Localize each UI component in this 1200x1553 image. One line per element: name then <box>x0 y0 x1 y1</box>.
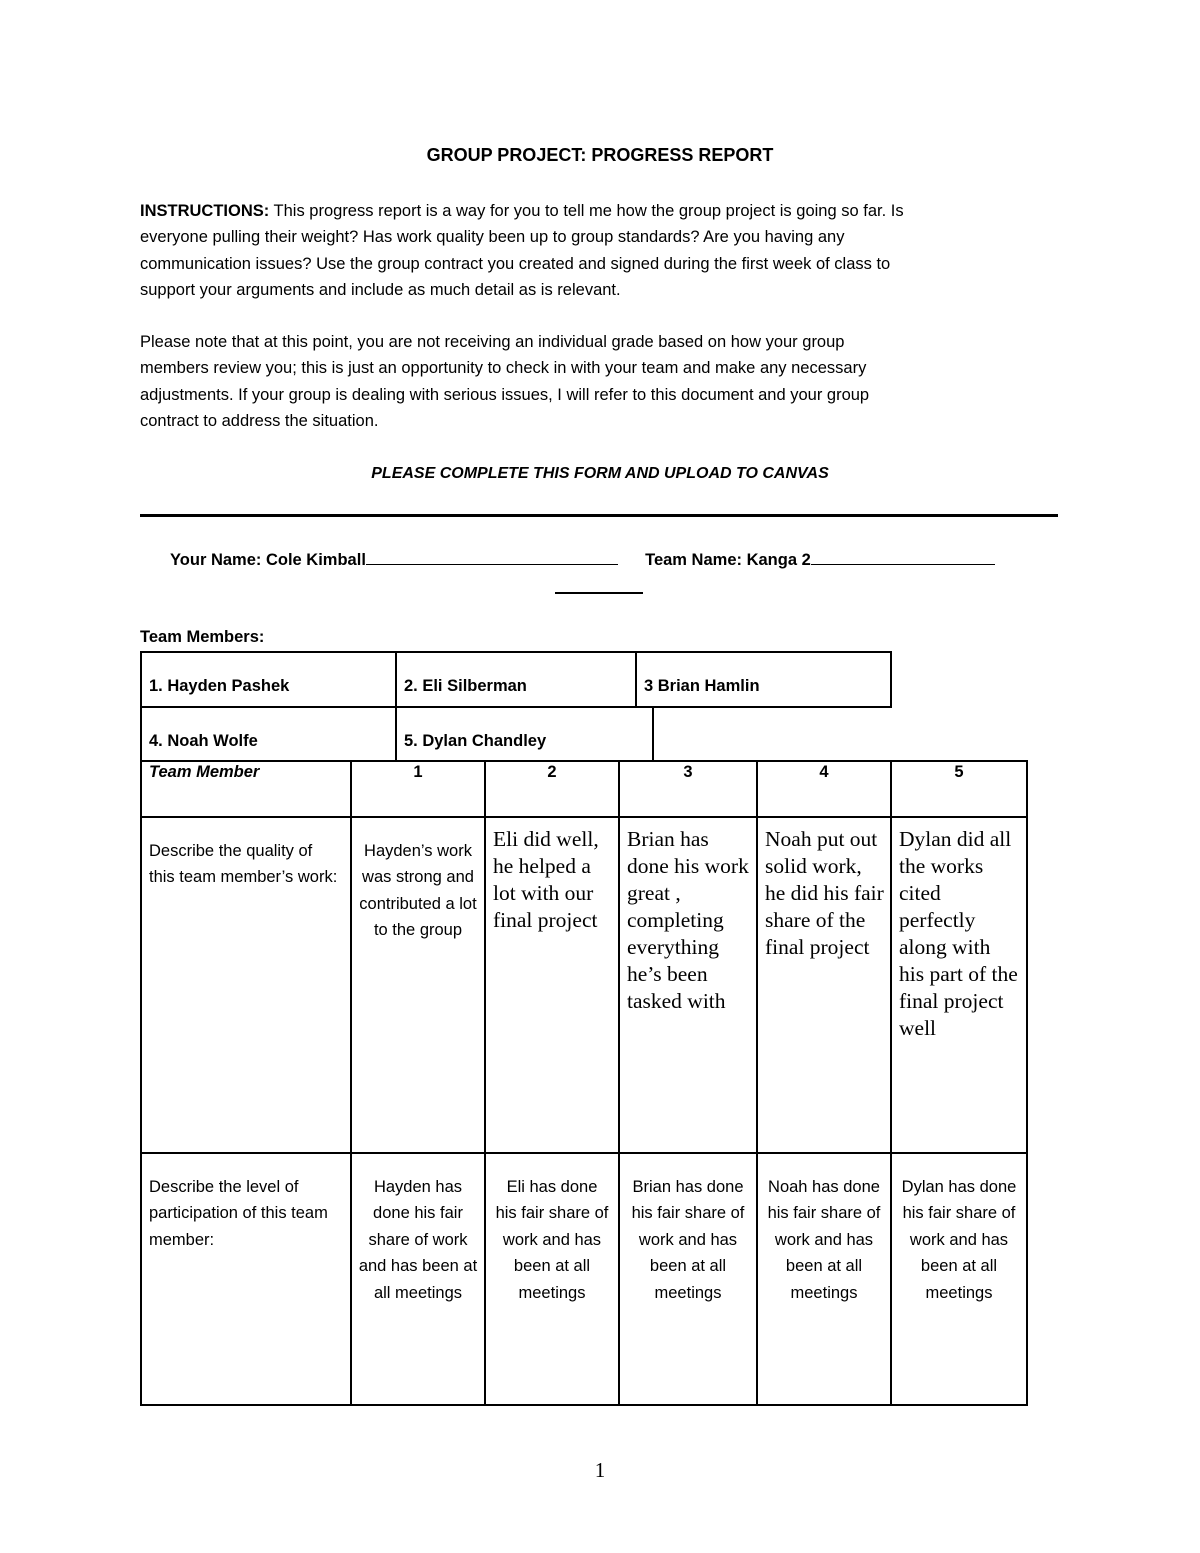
evaluation-table <box>140 760 1028 1406</box>
instructions-line: communication issues? Use the group contract you created and signed during the first week of class to <box>140 254 891 273</box>
note-paragraph <box>140 329 1070 435</box>
instructions-line: This progress report is a way for you to tell me how the group project is going so far. Is <box>269 202 904 220</box>
quality-cell[interactable]: Eli did well, he helped a lot with our final project <box>485 817 619 1153</box>
member-cell: 2. Eli Silberman <box>395 651 637 708</box>
table-header-row <box>141 761 1027 817</box>
instructions-paragraph <box>140 198 1070 304</box>
participation-cell[interactable]: Hayden has done his fair share of work and has been at all meetings <box>351 1153 485 1405</box>
quality-cell[interactable]: Noah put out solid work, he did his fair share of the final project <box>757 817 891 1153</box>
page-number: 1 <box>594 1458 606 1482</box>
note-line: Please note that at this point, you are not receiving an individual grade based on how your group <box>140 333 845 351</box>
team-members-label: Team Members: <box>140 628 265 646</box>
member-cell: 3 Brian Hamlin <box>635 651 892 708</box>
note-line: members review you; this is just an opportunity to check in with your team and make any necessary <box>140 359 867 378</box>
divider <box>140 514 1058 517</box>
quality-cell[interactable]: Dylan did all the works cited perfectly along with his part of the final project well <box>891 817 1027 1153</box>
row-label: Describe the quality of this team member’s work: <box>141 817 351 1153</box>
header-cell: 2 <box>485 761 619 817</box>
participation-cell[interactable]: Dylan has done his fair share of work and has been at all meetings <box>891 1153 1027 1405</box>
participation-cell[interactable]: Brian has done his fair share of work and has been at all meetings <box>619 1153 757 1405</box>
instructions-line: everyone pulling their weight? Has work quality been up to group standards? Are you having any <box>140 228 845 247</box>
table-row-participation <box>141 1153 1027 1405</box>
member-cell: 4. Noah Wolfe <box>140 706 397 762</box>
header-cell: 1 <box>351 761 485 817</box>
note-line: adjustments. If your group is dealing with serious issues, I will refer to this document and your group <box>140 385 870 404</box>
upload-notice: PLEASE COMPLETE THIS FORM AND UPLOAD TO CANVAS <box>371 465 829 482</box>
row-label: Describe the level of participation of this team member: <box>141 1153 351 1405</box>
page-title: GROUP PROJECT: PROGRESS REPORT <box>426 145 774 165</box>
your-name-field[interactable]: Your Name: Cole Kimball <box>170 551 366 569</box>
your-name-underline <box>366 546 618 565</box>
member-cell: 1. Hayden Pashek <box>140 651 397 708</box>
continued-underline <box>555 592 643 594</box>
quality-cell[interactable]: Brian has done his work great , completing everything he’s been tasked with <box>619 817 757 1153</box>
participation-cell[interactable]: Noah has done his fair share of work and has been at all meetings <box>757 1153 891 1405</box>
team-name-underline <box>811 546 995 565</box>
member-cell: 5. Dylan Chandley <box>395 706 654 762</box>
header-cell: 5 <box>891 761 1027 817</box>
instructions-label: INSTRUCTIONS: <box>140 202 270 220</box>
header-cell: 3 <box>619 761 757 817</box>
note-line: contract to address the situation. <box>140 412 379 431</box>
table-row-quality <box>141 817 1027 1153</box>
participation-cell[interactable]: Eli has done his fair share of work and has been at all meetings <box>485 1153 619 1405</box>
name-row <box>170 546 995 570</box>
header-cell: Team Member <box>141 761 351 817</box>
quality-cell[interactable]: Hayden’s work was strong and contributed a lot to the group <box>351 817 485 1153</box>
instructions-line: support your arguments and include as much detail as is relevant. <box>140 281 621 300</box>
header-cell: 4 <box>757 761 891 817</box>
team-name-field[interactable]: Team Name: Kanga 2 <box>645 551 811 569</box>
